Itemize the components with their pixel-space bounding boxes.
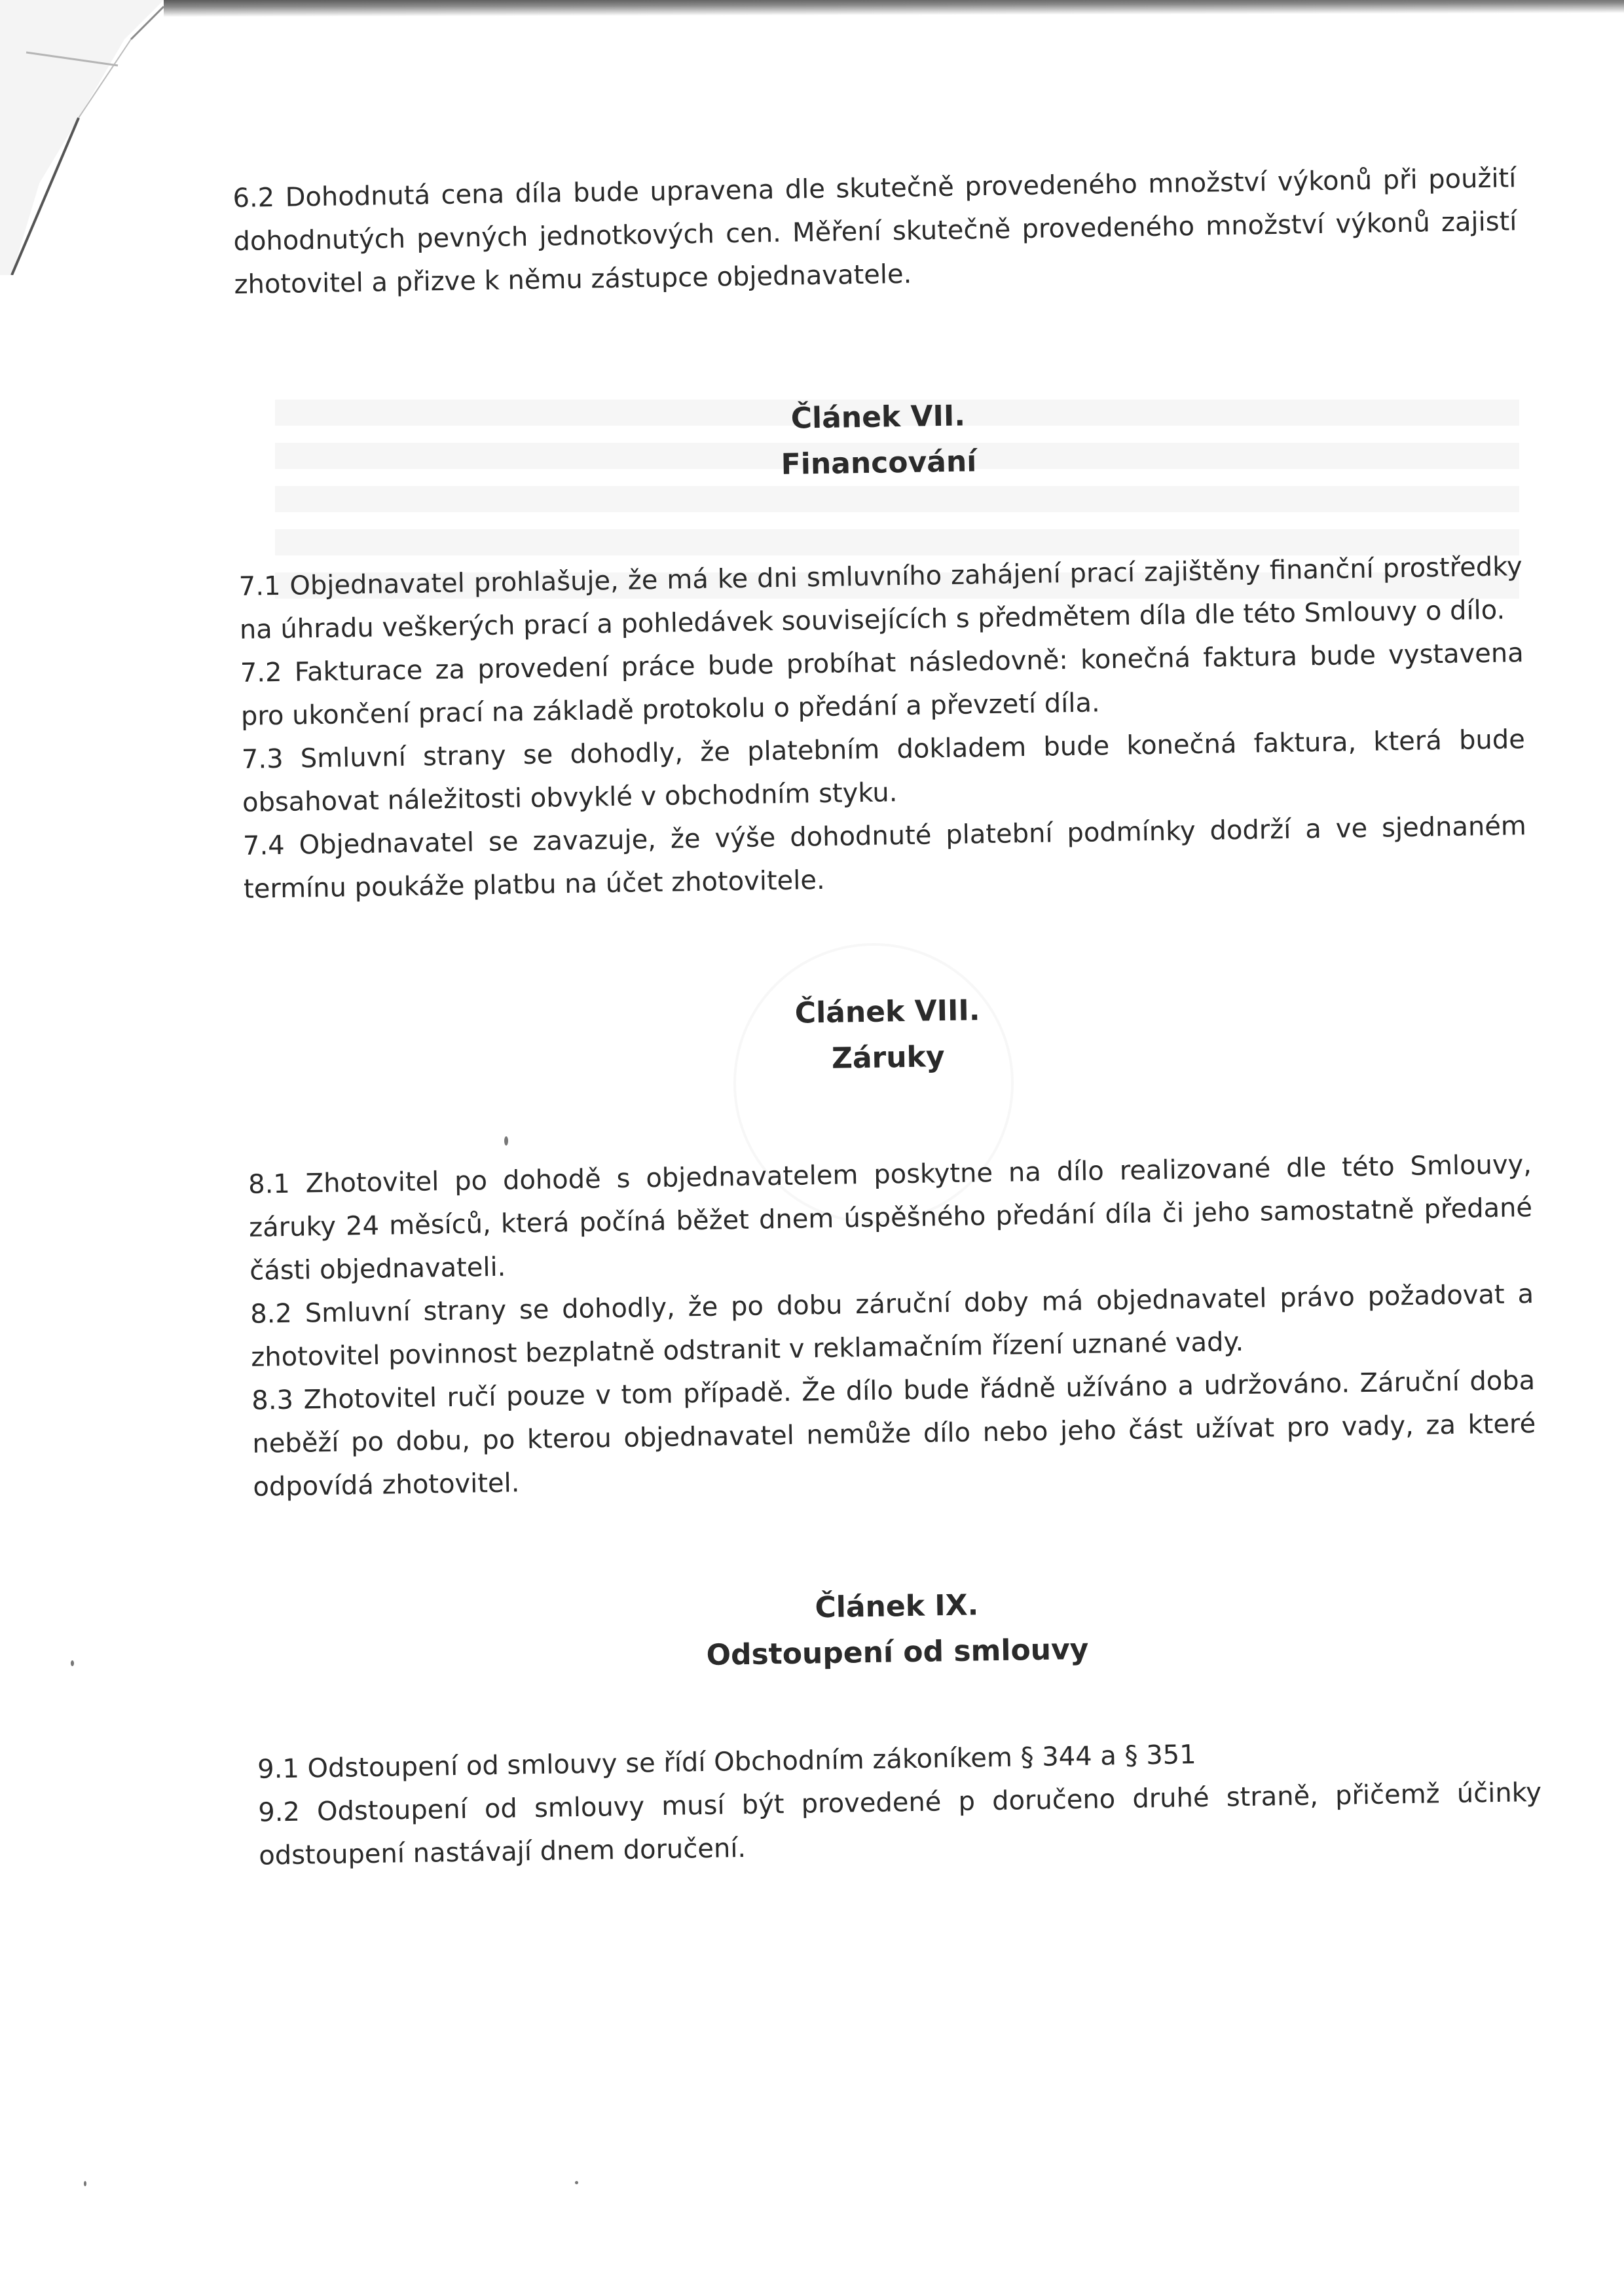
article-7-heading xyxy=(236,384,1521,496)
clause-7-2: 7.2 Fakturace za provedení práce bude probíhat následovně: konečná faktura bude vystavena pro ukončení prací na základě protokolu o předání a převzetí díla. xyxy=(240,638,1524,732)
clause-8-3: 8.3 Zhotovitel ručí pouze v tom případě. Že dílo bude řádně užíváno a udržováno. Záruční doba neběží po dobu, po kterou objednavatel nemůže dílo nebo jeho část užívat pro vady, za které odpovídá zhotovitel. xyxy=(251,1365,1536,1502)
article-8-clauses xyxy=(248,1143,1537,1509)
article-9-heading xyxy=(255,1574,1540,1686)
clause-7-4: 7.4 Objednavatel se zavazuje, že výše dohodnuté platební podmínky dodrží a ve sjednaném termínu poukáže platbu na účet zhotovitele. xyxy=(242,811,1527,904)
clause-9-1: 9.1 Odstoupení od smlouvy se řídí Obchodním zákoníkem § 344 a § 351 xyxy=(257,1740,1196,1785)
clause-7-3: 7.3 Smluvní strany se dohodly, že platebním dokladem bude konečná faktura, která bude obsahovat náležitosti obvyklé v obchodním styku. xyxy=(241,724,1526,818)
clause-8-2: 8.2 Smluvní strany se dohodly, že po dobu záruční doby má objednavatel právo požadovat a zhotovitel povinnost bezplatně odstranit v reklamačním řízení uznané vady. xyxy=(249,1279,1534,1373)
clause-8-1: 8.1 Zhotovitel po dohodě s objednavatelem poskytne na dílo realizované dle této Smlouvy, záruky 24 měsíců, která počíná běžet dnem úspěšného předání díla či jeho samostatně předané části objednavateli. xyxy=(248,1149,1533,1286)
scan-folded-corner xyxy=(0,0,170,275)
article-9-clauses xyxy=(257,1728,1543,1878)
clause-6-2: 6.2 Dohodnutá cena díla bude upravena dle skutečně provedeného množství výkonů při použití dohodnutých pevných jednotkových cen. Měření skutečně provedeného množství výkonů zajistí zhotovitel a přizve k němu zástupce objednavatele. xyxy=(232,163,1517,300)
scan-speck xyxy=(71,1660,74,1666)
article-9-title: Odstoupení od smlouvy xyxy=(706,1632,1089,1672)
scan-top-edge xyxy=(164,0,1624,17)
clause-7-1: 7.1 Objednavatel prohlašuje, že má ke dni smluvního zahájení prací zajištěny finanční prostředky na úhradu veškerých prací a pohledávek souvisejících s předmětem díla dle této Smlouvy o dílo. xyxy=(238,551,1522,645)
article-8-heading xyxy=(246,979,1530,1091)
scan-speck xyxy=(575,2181,578,2184)
article-7-clauses xyxy=(238,545,1527,911)
contract-page xyxy=(232,157,1543,1877)
article-9-number: Článek IX. xyxy=(815,1588,979,1625)
clause-9-2: 9.2 Odstoupení od smlouvy musí být provedené p doručeno druhé straně, přičemž účinky odstoupení nastávají dnem doručení. xyxy=(257,1777,1542,1871)
article-8-title: Záruky xyxy=(831,1040,945,1075)
scan-speck xyxy=(84,2181,86,2186)
article-7-number: Článek VII. xyxy=(790,399,966,436)
article-8-number: Článek VIII. xyxy=(794,994,980,1030)
article-7-title: Financování xyxy=(781,445,977,481)
